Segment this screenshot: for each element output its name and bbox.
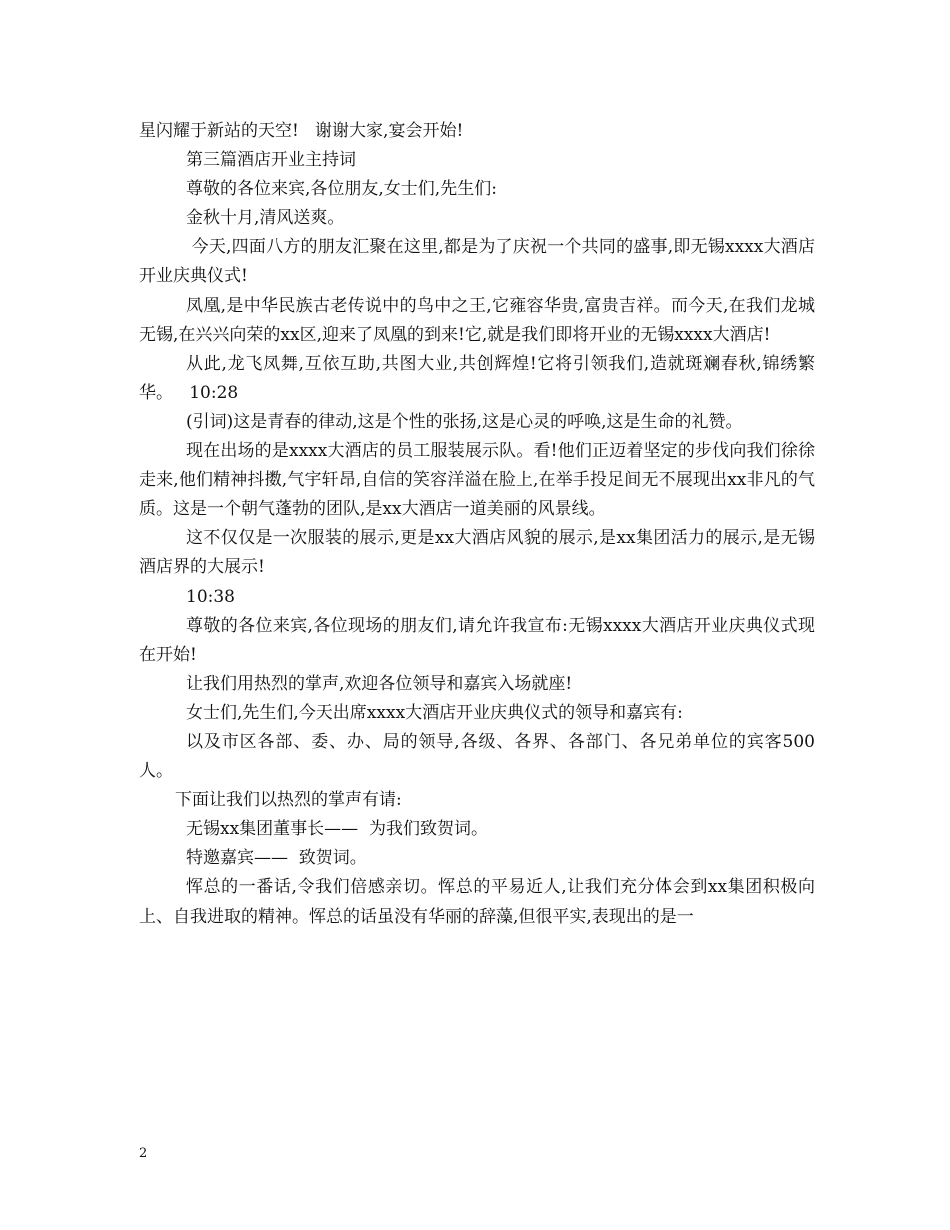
paragraph: 无锡xx集团董事长—— 为我们致贺词。: [186, 819, 488, 840]
paragraph: 女士们,先生们,今天出席xxxx大酒店开业庆典仪式的领导和嘉宾有:: [186, 702, 683, 723]
paragraph: 尊敬的各位来宾,各位现场的朋友们,请允许我宣布:无锡xxxx大酒店开业庆典仪式现在开始!: [139, 615, 815, 665]
paragraph: 以及市区各部、委、办、局的领导,各级、各界、各部门、各兄弟单位的宾客500人。: [139, 731, 815, 782]
paragraph: 凤凰,是中华民族古老传说中的鸟中之王,它雍容华贵,富贵吉祥。而今天,在我们龙城无锡,在兴兴向荣的xx区,迎来了凤凰的到来!它,就是我们即将开业的无锡xxxx大酒店!: [139, 295, 815, 345]
paragraph: 尊敬的各位来宾,各位朋友,女士们,先生们:: [186, 179, 497, 200]
paragraph: 下面让我们以热烈的掌声有请:: [175, 790, 402, 811]
paragraph: 现在出场的是xxxx大酒店的员工服装展示队。看!他们正迈着坚定的步伐向我们徐徐走来,他们精神抖擞,气宇轩昂,自信的笑容洋溢在脸上,在举手投足间无不展现出xx非凡的气质。这是一个朝气蓬勃的团队,是xx大酒店一道美丽的风景线。: [139, 441, 815, 520]
page-number: 2: [139, 1146, 148, 1161]
paragraph: 这不仅仅是一次服装的展示,更是xx大酒店风貌的展示,是xx集团活力的展示,是无锡酒店界的大展示!: [139, 528, 815, 578]
document-body: [139, 117, 815, 932]
paragraph: 让我们用热烈的掌声,欢迎各位领导和嘉宾入场就座!: [186, 673, 573, 694]
paragraph: 星闪耀于新站的天空! 谢谢大家,宴会开始!: [139, 121, 464, 141]
paragraph: 从此,龙飞凤舞,互依互助,共图大业,共创辉煌!它将引领我们,造就斑斓春秋,锦绣繁华。 10:28: [139, 353, 815, 403]
paragraph: 第三篇酒店开业主持词: [186, 150, 356, 171]
paragraph: 恽总的一番话,令我们倍感亲切。恽总的平易近人,让我们充分体会到xx集团积极向上、自我进取的精神。恽总的话虽没有华丽的辞藻,但很平实,表现出的是一: [139, 877, 815, 927]
paragraph: 金秋十月,清风送爽。: [186, 208, 345, 229]
paragraph: (引词)这是青春的律动,这是个性的张扬,这是心灵的呼唤,这是生命的礼赞。: [186, 411, 743, 432]
paragraph: 今天,四面八方的朋友汇聚在这里,都是为了庆祝一个共同的盛事,即无锡xxxx大酒店开业庆典仪式!: [139, 237, 815, 287]
paragraph: 特邀嘉宾—— 致贺词。: [186, 848, 367, 869]
paragraph: 10:38: [186, 586, 235, 607]
